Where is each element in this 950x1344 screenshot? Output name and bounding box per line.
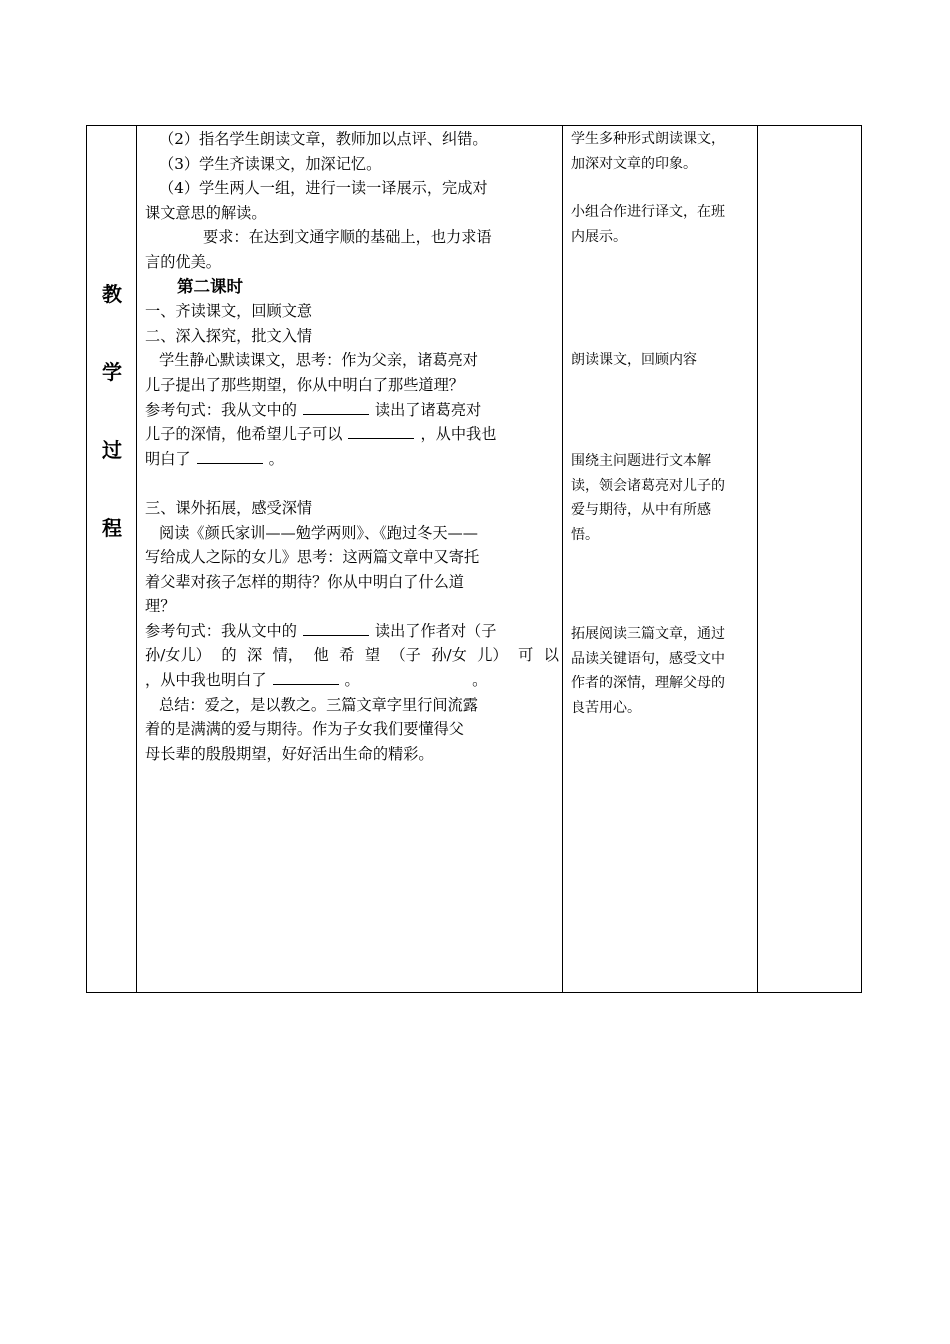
note-line: 作者的深情，理解父母的 xyxy=(571,675,725,692)
note-block xyxy=(571,622,753,720)
blank-column xyxy=(758,126,861,992)
content-line: 学生静心默读课文，思考：作为父亲，诸葛亮对 xyxy=(159,351,478,370)
content-line: 课文意思的解读。 xyxy=(145,203,267,222)
lesson-table xyxy=(86,125,862,993)
content-line: 着父辈对孩子怎样的期待？你从中明白了什么道 xyxy=(145,572,464,591)
fill-blank xyxy=(348,422,414,439)
section-heading: 第二课时 xyxy=(177,276,243,296)
row-label-char: 学 xyxy=(102,360,122,384)
content-line: 着的是满满的爱与期待。作为子女我们要懂得父 xyxy=(145,720,464,739)
note-line: 拓展阅读三篇文章，通过 xyxy=(571,626,725,642)
note-line: 小组合作进行译文，在班 xyxy=(571,204,725,220)
note-block xyxy=(571,348,753,373)
content-line: （2）指名学生朗读文章，教师加以点评、纠错。 xyxy=(159,130,488,148)
note-line: 品读关键语句，感受文中 xyxy=(571,650,725,667)
note-line: 朗读课文，回顾内容 xyxy=(571,352,697,368)
fill-sentence-line: 明白了 。 xyxy=(145,447,559,472)
content-line: 阅读《颜氏家训——勉学两则》、《跑过冬天—— xyxy=(159,523,478,542)
row-label xyxy=(87,278,137,590)
fill-sentence-line: 参考句式：我从文中的 读出了作者对（子 xyxy=(145,619,559,644)
content-line: 总结：爱之，是以教之。三篇文章字里行间流露 xyxy=(159,695,478,714)
note-line: 悟。 xyxy=(571,526,599,543)
content-line: 三、课外拓展，感受深情 xyxy=(145,498,313,517)
teaching-content xyxy=(145,127,559,766)
note-line: 良苦用心。 xyxy=(571,699,641,716)
fill-sentence-line: 孙/女儿） 的 深 情， 他 希 望 （子 孙/女 儿） 可 以 xyxy=(145,646,559,665)
content-line: 理？ xyxy=(145,597,176,616)
content-line: 母长辈的殷殷期望，好好活出生命的精彩。 xyxy=(145,744,434,763)
note-block xyxy=(571,200,753,249)
fill-sentence-line: ，从中我也明白了 。 。 xyxy=(145,668,559,693)
note-block xyxy=(571,127,753,176)
note-line: 内展示。 xyxy=(571,228,627,245)
row-label-char: 教 xyxy=(102,282,122,306)
row-label-char: 程 xyxy=(102,516,122,540)
note-line: 学生多种形式朗读课文， xyxy=(571,131,725,147)
row-label-char: 过 xyxy=(102,438,122,462)
label-column xyxy=(87,126,137,992)
fill-blank xyxy=(273,668,339,685)
content-line: （3）学生齐读课文，加深记忆。 xyxy=(159,154,382,173)
fill-blank xyxy=(303,619,369,636)
content-line: 要求：在达到文通字顺的基础上，也力求语 xyxy=(203,228,492,247)
content-line: 一、齐读课文，回顾文意 xyxy=(145,302,313,321)
note-line: 读，领会诸葛亮对儿子的 xyxy=(571,477,725,494)
note-line: 爱与期待，从中有所感 xyxy=(571,502,711,519)
note-block xyxy=(571,449,753,547)
content-line: 儿子提出了那些期望，你从中明白了那些道理？ xyxy=(145,375,464,394)
fill-blank xyxy=(303,398,369,415)
content-line: （4）学生两人一组，进行一读一译展示，完成对 xyxy=(159,179,488,198)
fill-sentence-line: 儿子的深情，他希望儿子可以 ，从中我也 xyxy=(145,422,559,447)
teaching-content-column xyxy=(137,126,563,992)
fill-blank xyxy=(197,447,263,464)
fill-sentence-line: 参考句式：我从文中的 读出了诸葛亮对 xyxy=(145,398,559,423)
content-line: 二、深入探究，批文入情 xyxy=(145,326,313,345)
student-activity-column xyxy=(563,126,758,992)
note-line: 加深对文章的印象。 xyxy=(571,155,697,172)
content-line: 言的优美。 xyxy=(145,252,221,271)
note-line: 围绕主问题进行文本解 xyxy=(571,453,711,469)
content-line: 写给成人之际的女儿》思考：这两篇文章中又寄托 xyxy=(145,548,480,567)
